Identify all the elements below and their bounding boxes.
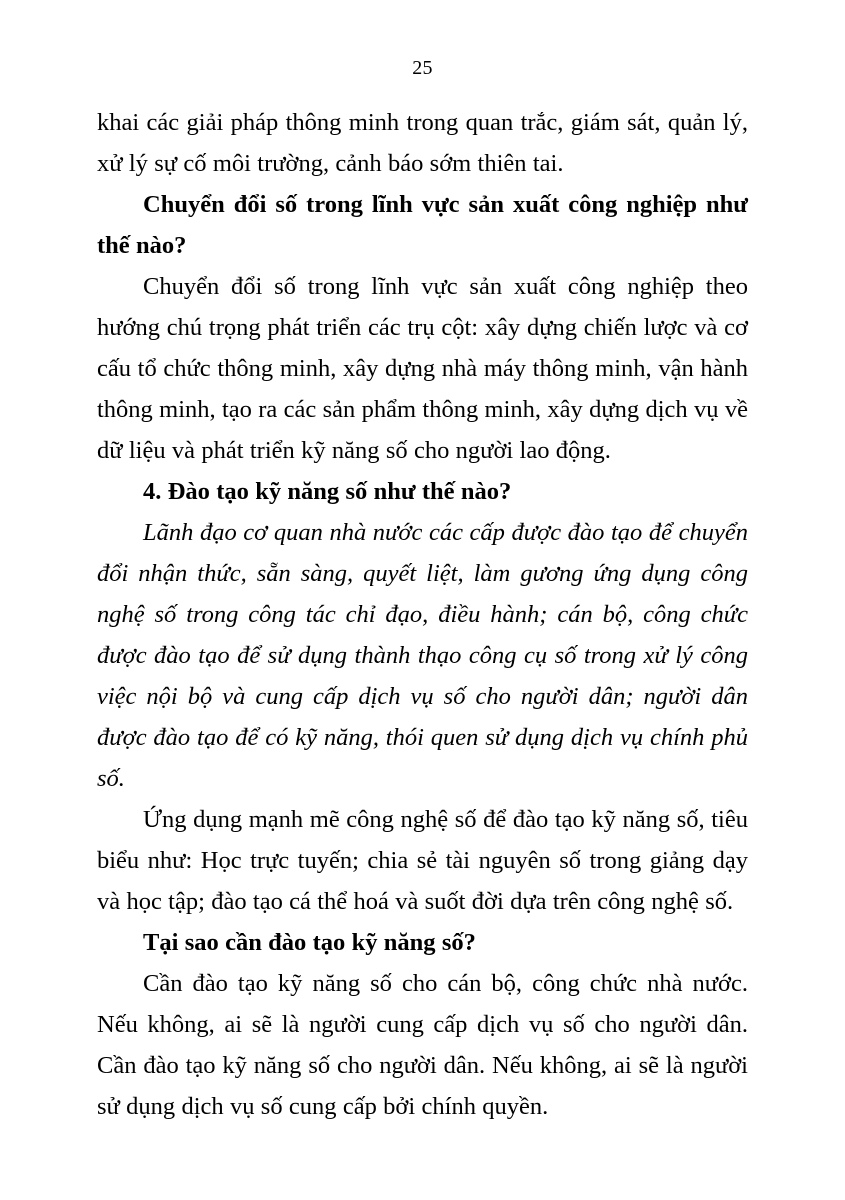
paragraph-industrial-transformation: Chuyển đổi số trong lĩnh vực sản xuất công nghiệp theo hướng chú trọng phát triển các trụ cột: xây dựng chiến lược và cơ cấu tổ chức thông minh, xây dựng nhà máy thông minh, vận hành thông minh, tạo ra các sản phẩm thông minh, xây dựng dịch vụ về dữ liệu và phát triển kỹ năng số cho người lao động.: [97, 273, 748, 464]
section-heading-industrial-transformation: Chuyển đổi số trong lĩnh vực sản xuất công nghiệp như thế nào?: [97, 191, 748, 259]
paragraph-italic-leadership-training: Lãnh đạo cơ quan nhà nước các cấp được đào tạo để chuyển đổi nhận thức, sẵn sàng, quyết liệt, làm gương ứng dụng công nghệ số trong công tác chỉ đạo, điều hành; cán bộ, công chức được đào tạo để sử dụng thành thạo công cụ số trong xử lý công việc nội bộ và cung cấp dịch vụ số cho người dân; người dân được đào tạo để có kỹ năng, thói quen sử dụng dịch vụ chính phủ số.: [97, 519, 748, 792]
section-heading-digital-skills-training: 4. Đào tạo kỹ năng số như thế nào?: [143, 478, 512, 505]
paragraph-continued: khai các giải pháp thông minh trong quan trắc, giám sát, quản lý, xử lý sự cố môi trường, cảnh báo sớm thiên tai.: [97, 109, 748, 177]
page-number: 25: [412, 57, 433, 79]
page-body: [0, 102, 845, 1127]
paragraph-why-digital-skills: Cần đào tạo kỹ năng số cho cán bộ, công chức nhà nước. Nếu không, ai sẽ là người cung cấp dịch vụ số cho người dân. Cần đào tạo kỹ năng số cho người dân. Nếu không, ai sẽ là người sử dụng dịch vụ số cung cấp bởi chính quyền.: [97, 970, 748, 1120]
section-heading-why-digital-skills: Tại sao cần đào tạo kỹ năng số?: [143, 929, 476, 956]
paragraph-digital-technology-training: Ứng dụng mạnh mẽ công nghệ số để đào tạo kỹ năng số, tiêu biểu như: Học trực tuyến; chia sẻ tài nguyên số trong giảng dạy và học tập; đào tạo cá thể hoá và suốt đời dựa trên công nghệ số.: [97, 806, 748, 915]
